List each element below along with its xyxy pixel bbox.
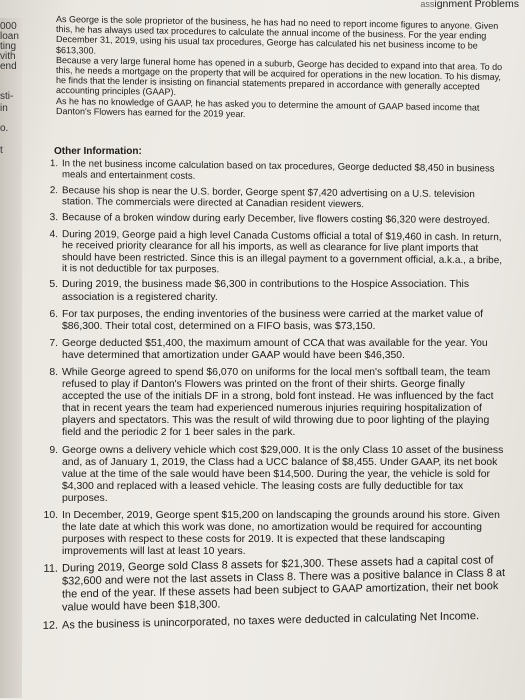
margin-fragment: ting (0, 41, 17, 52)
list-item (40, 367, 508, 440)
intro-paragraph: As George is the sole proprietor of the business, he has had no need to report income figures to anyone. Given this, he has always used tax procedures to calculate the annual income of the business. For the year ending December 31, 2019, using his usual tax procedures, George has calculated his net business income to be $613,300. (56, 14, 499, 56)
list-item (40, 338, 508, 362)
item-number: 9. (49, 444, 58, 456)
item-number: 3. (49, 212, 58, 224)
item-number: 5. (49, 279, 58, 291)
problem-intro (56, 14, 511, 123)
section-header (420, 0, 519, 10)
item-number: 4. (49, 228, 58, 240)
header-title: ignment Problems (434, 0, 519, 10)
item-text: As the business is unincorporated, no taxes were deducted in calculating Net Income. (62, 610, 480, 632)
item-number: 2. (49, 185, 58, 197)
list-item (40, 510, 508, 558)
other-information-list (40, 158, 508, 638)
item-text: In December, 2019, George spent $15,200 on landscaping the grounds around his store. Given the late date at which this work was done, no amortization would be required for accounting purposes with respect to these costs for 2019. It is expected that these landscaping improvements will last at least 10 years. (62, 510, 500, 558)
intro-paragraph: Because a very large funeral home has opened in a suburb, George has decided to expand into that area. To do this, he needs a mortgage on the property that will be acquired for operations in the new location. To his dismay, he finds that the lender is insisting on financial statements prepared in accordance with generally accepted accounting principles (GAAP). (56, 54, 503, 98)
margin-fragment: o. (0, 123, 9, 134)
item-text: Because his shop is near the U.S. border, George spent $7,420 advertising on a U.S. television station. The commercials were directed at Canadian resident viewers. (62, 185, 475, 211)
list-item (40, 445, 508, 505)
list-item (40, 212, 508, 227)
intro-paragraph: As he has no knowledge of GAAP, he has asked you to determine the amount of GAAP based income that Danton's Flowers has earned for the 2019 year. (56, 95, 480, 119)
previous-page-margin (0, 18, 22, 698)
header-prefix: ass (420, 0, 435, 9)
item-text: While George agreed to spend $6,070 on uniforms for the local men's softball team, the team refused to play if Danton's Flowers was printed on the front of their shirts. George finally accepted the use of the initials DF in a strong, bold font instead. He was influenced by the fact that in recent years the team had experienced numerous injuries requiring hospitalization of players and spectators. This was the result of wild throwing due to poor lighting of the playing field and the periodic 2 for 1 beer sales in the park. (62, 367, 494, 439)
item-text: During 2019, the business made $6,300 in contributions to the Hospice Association. This association is a registered charity. (62, 279, 470, 303)
margin-fragment: end (0, 61, 17, 72)
item-number: 10. (43, 510, 58, 522)
item-text: For tax purposes, the ending inventories of the business were carried at the market value of $86,300. Their total cost, determined on a FIFO basis, was $73,150. (62, 308, 484, 332)
list-item (40, 554, 508, 615)
margin-fragment: vith (0, 51, 16, 62)
margin-fragment: 000 (0, 21, 17, 32)
item-number: 6. (49, 308, 58, 320)
item-number: 8. (49, 367, 58, 378)
list-item (40, 309, 508, 333)
margin-fragment: in (0, 103, 8, 114)
other-information-heading: Other Information: (54, 146, 142, 157)
item-text: George deducted $51,400, the maximum amount of CCA that was available for the year. You have determined that amortization under GAAP would have been $46,350. (62, 337, 488, 361)
margin-fragment: t (0, 145, 3, 156)
list-item (40, 229, 508, 278)
margin-fragment: sti- (0, 91, 14, 102)
margin-fragment: loan (0, 31, 19, 42)
item-number: 7. (49, 337, 58, 349)
list-item (40, 158, 508, 186)
item-text: Because of a broken window during early December, live flowers costing $6,320 were destroyed. (62, 212, 491, 227)
list-item (40, 185, 508, 212)
item-number: 11. (43, 563, 58, 576)
item-text: During 2019, George sold Class 8 assets for $21,300. These assets had a capital cost of $32,600 and were not the last assets in Class 8. There was a positive balance in Class 8 at the end of the year. If these assets had been subject to GAAP amortization, their net book value would have been $18,300. (62, 554, 506, 614)
item-text: In the net business income calculation based on tax procedures, George deducted $8,450 in business meals and entertainment costs. (62, 158, 495, 182)
item-number: 12. (42, 619, 58, 633)
list-item (40, 279, 508, 303)
item-text: George owns a delivery vehicle which cost $29,000. It is the only Class 10 asset of the business and, as of January 1, 2019, the Class had a UCC balance of $8,455. Under GAAP, its net book value at the time of the sale would have been $14,500. During the year, the vehicle is sold for $4,300 and replaced with a leased vehicle. The leasing costs are fully deductible for tax purposes. (62, 444, 504, 504)
item-text: During 2019, George paid a high level Canada Customs official a total of $19,460 in cash. In return, he received priority clearance for all his imports, as well as clearance for live plant imports that should have been restricted. Since this is an illegal payment to a government official, a.k.a., a bribe, it is not deductible for tax purposes. (62, 228, 503, 276)
item-number: 1. (49, 158, 58, 170)
